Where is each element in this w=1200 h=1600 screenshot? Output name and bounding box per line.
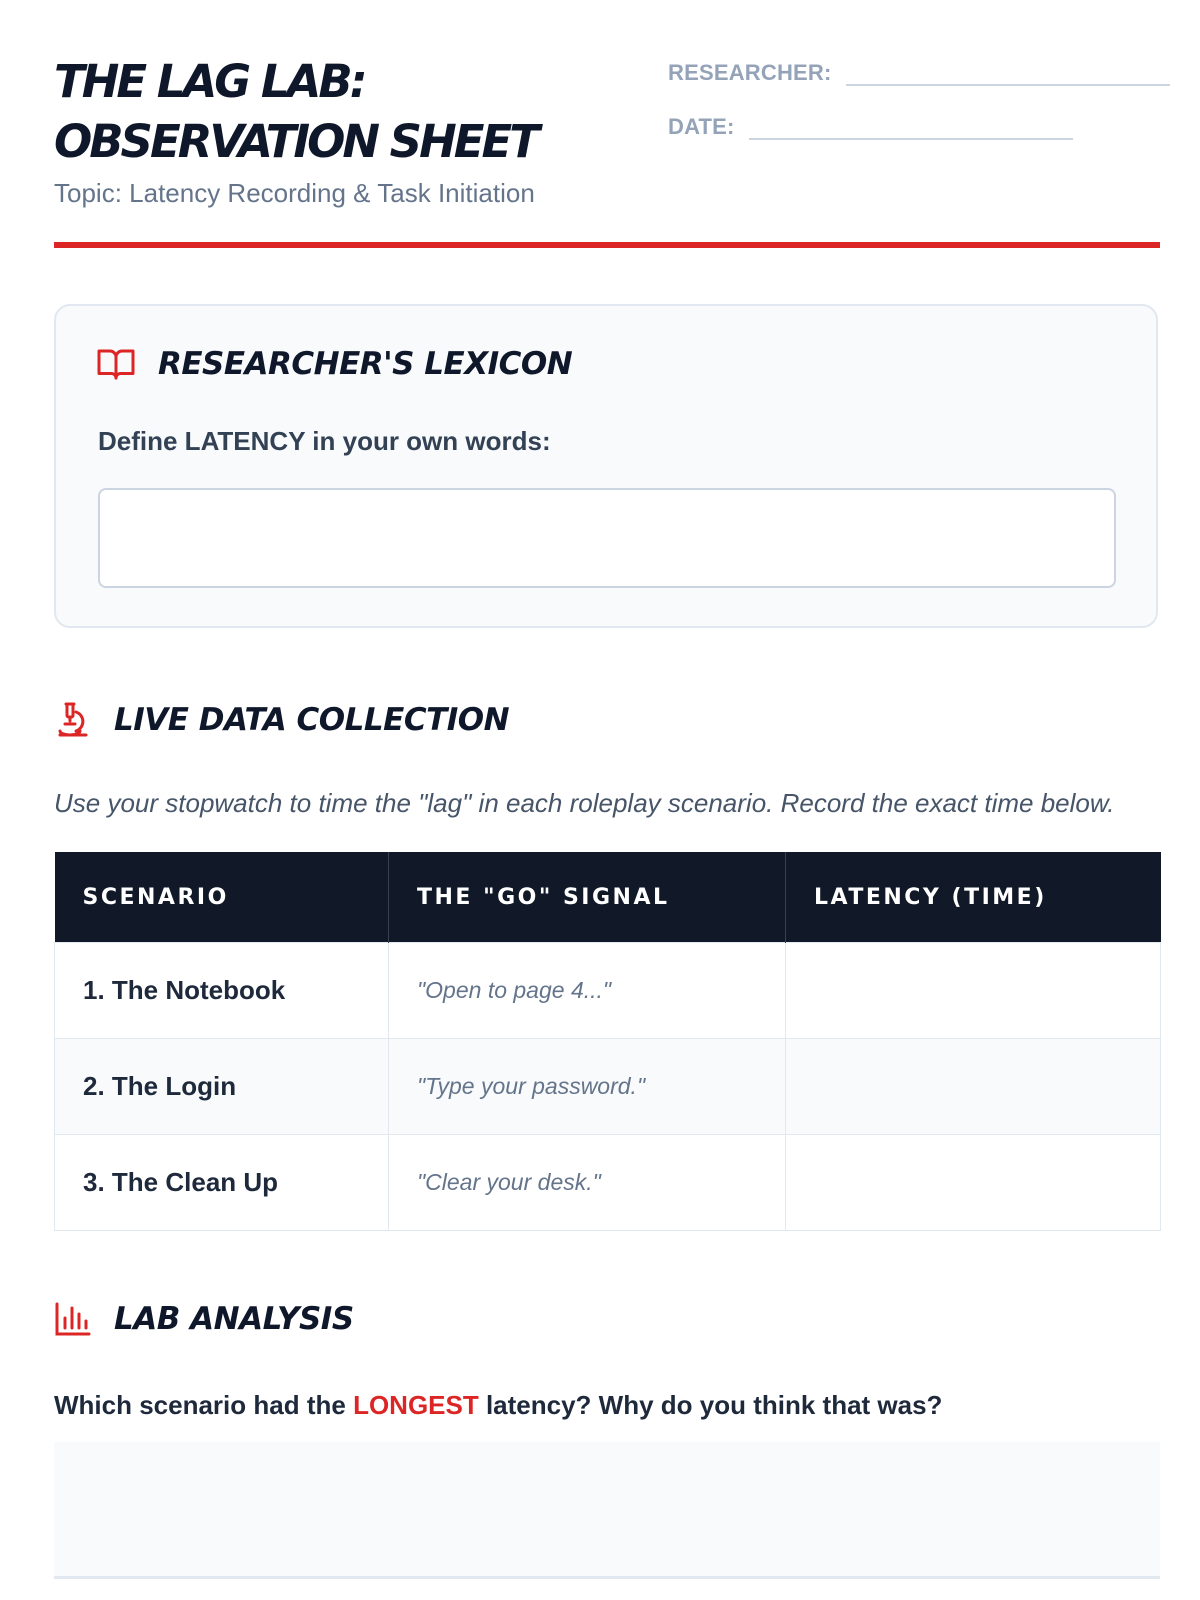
go-signal-cell: "Clear your desk."	[389, 1135, 786, 1231]
live-data-heading	[54, 700, 509, 740]
scenario-cell: 2. The Login	[55, 1039, 389, 1135]
table-row	[55, 1135, 1161, 1231]
scenario-cell: 1. The Notebook	[55, 943, 389, 1039]
analysis-heading	[54, 1301, 354, 1337]
question-text-end: latency? Why do you think that was?	[478, 1390, 943, 1420]
table-row	[55, 943, 1161, 1039]
column-header-go-signal: THE "GO" SIGNAL	[389, 852, 786, 943]
researcher-row	[668, 58, 1170, 86]
title-line-1: THE LAG LAB:	[54, 55, 365, 108]
latency-input-cell[interactable]	[786, 1135, 1161, 1231]
lexicon-heading	[96, 346, 572, 382]
lexicon-title: RESEARCHER'S LEXICON	[158, 346, 573, 382]
researcher-field[interactable]	[846, 58, 1170, 86]
header-divider	[54, 242, 1160, 248]
latency-table	[54, 852, 1161, 1231]
live-data-title: LIVE DATA COLLECTION	[114, 702, 510, 738]
date-label: DATE:	[668, 114, 735, 139]
book-icon	[96, 346, 136, 382]
bar-chart-icon	[54, 1301, 92, 1337]
column-header-scenario: SCENARIO	[55, 852, 389, 943]
latency-input-cell[interactable]	[786, 1039, 1161, 1135]
researcher-label: RESEARCHER:	[668, 60, 832, 85]
question-text-start: Which scenario had the	[54, 1390, 354, 1420]
latency-input-cell[interactable]	[786, 943, 1161, 1039]
page-title	[54, 52, 654, 172]
topic-subtitle: Topic: Latency Recording & Task Initiation	[54, 178, 535, 208]
date-row	[668, 112, 1073, 140]
instructions-text: Use your stopwatch to time the "lag" in each roleplay scenario. Record the exact time below.	[54, 788, 1115, 818]
analysis-answer-field[interactable]	[54, 1442, 1160, 1579]
latency-definition-field[interactable]	[98, 488, 1116, 588]
title-line-2: OBSERVATION SHEET	[54, 115, 537, 168]
table-header-row	[55, 852, 1161, 943]
go-signal-cell: "Type your password."	[389, 1039, 786, 1135]
analysis-question	[54, 1390, 942, 1421]
column-header-latency: LATENCY (TIME)	[786, 852, 1161, 943]
go-signal-cell: "Open to page 4..."	[389, 943, 786, 1039]
microscope-icon	[54, 700, 92, 740]
question-highlight: LONGEST	[353, 1390, 479, 1420]
date-field[interactable]	[749, 112, 1073, 140]
lexicon-prompt: Define LATENCY in your own words:	[98, 426, 551, 456]
scenario-cell: 3. The Clean Up	[55, 1135, 389, 1231]
lexicon-card	[54, 304, 1158, 628]
analysis-title: LAB ANALYSIS	[114, 1301, 354, 1337]
table-row	[55, 1039, 1161, 1135]
worksheet-page	[54, 0, 1160, 1600]
